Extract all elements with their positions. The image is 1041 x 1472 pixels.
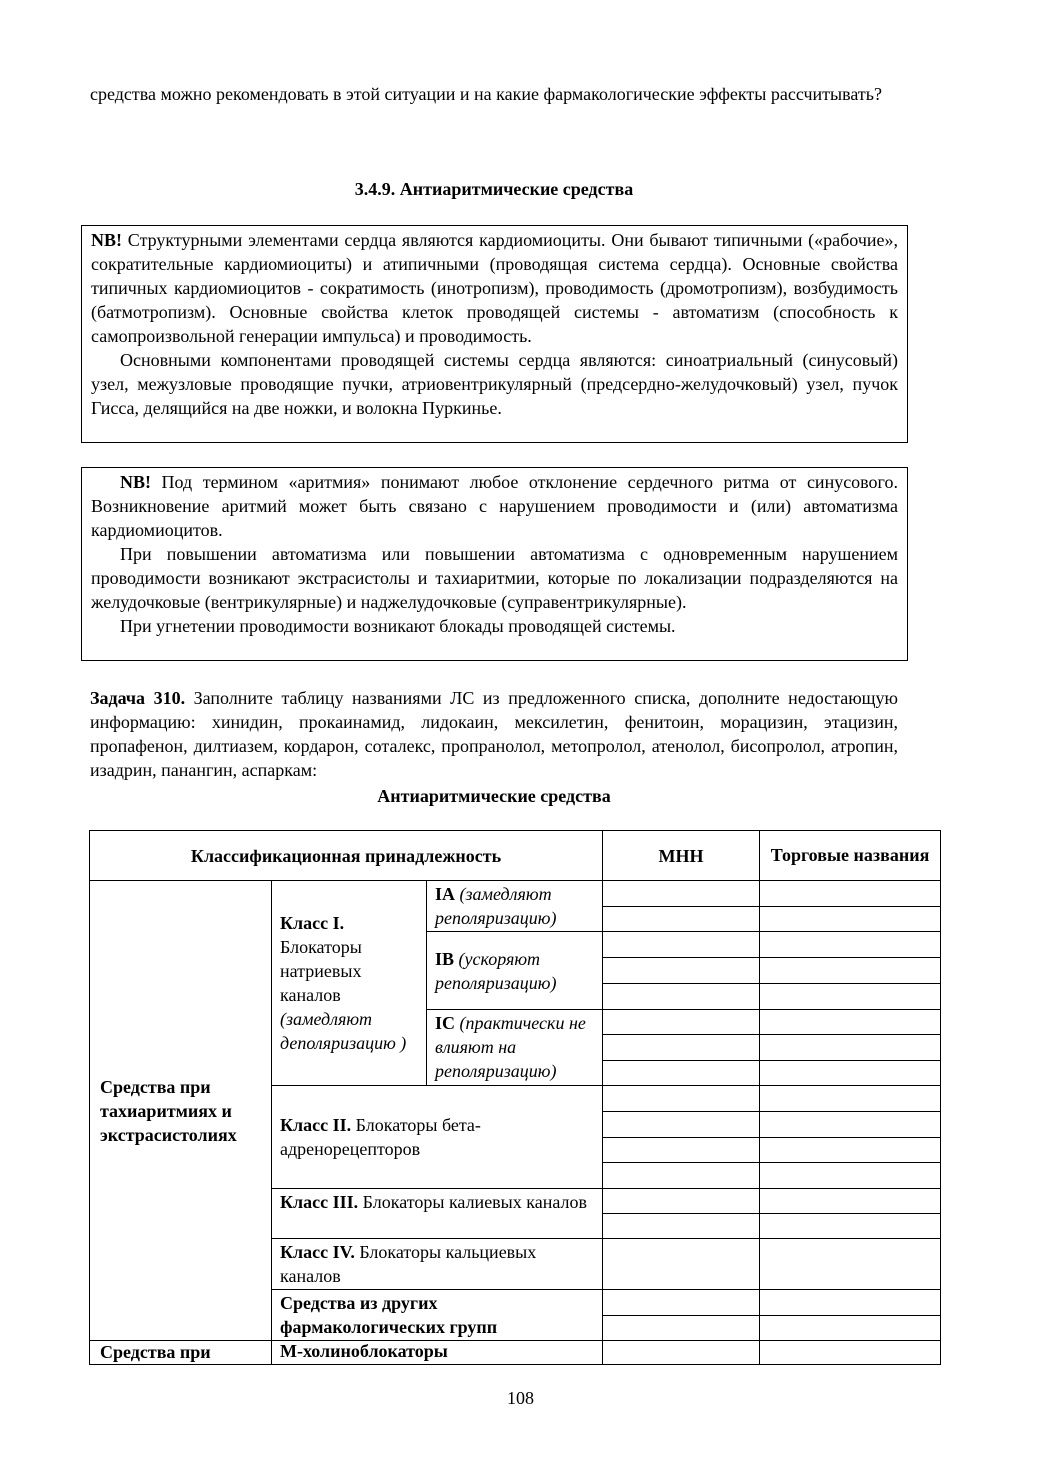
nb1-label: NB! xyxy=(91,230,122,250)
trade-input-cell[interactable] xyxy=(760,906,941,932)
inn-input-cell[interactable] xyxy=(603,932,760,958)
other-groups-cell: Средства из других фармакологических групп xyxy=(272,1290,603,1341)
trade-input-cell[interactable] xyxy=(760,1163,941,1189)
section-heading: 3.4.9. Антиаритмические средства xyxy=(354,179,634,199)
nb2-paragraph-2: При повышении автоматизма или повышении автоматизма с одновременным нарушением проводимости возникают экстрасистолы и тахиаритмии, которые по локализации подразделяются на желудочковые (вентрикулярные) и наджелудочковые (суправентрикулярные). xyxy=(91,544,898,612)
nb1-paragraph-1: NB! Структурными элементами сердца являются кардиомиоциты. Они бывают типичными («рабочие», сократительные кардиомиоциты) и атипичными (проводящая система сердца). Основные свойства типичных кардиомиоцитов - сократимость (инотропизм), проводимость (дромотропизм), возбудимость (батмотропизм). Основные свойства клеток проводящей системы - автоматизм (способность к самопроизвольной генерации импульса) и проводимость. xyxy=(91,230,898,346)
m-cholinoblockers-cell: М-холиноблокаторы xyxy=(272,1341,603,1365)
nb-box-arrhythmia xyxy=(81,467,908,661)
nb1-paragraph-2: Основными компонентами проводящей системы сердца являются: синоатриальный (синусовый) узел, межузловые проводящие пучки, атриовентрикулярный (предсердно-желудочковый) узел, пучок Гисса, делящийся на две ножки, и волокна Пуркинье. xyxy=(91,350,898,418)
inn-input-cell[interactable] xyxy=(603,1239,760,1290)
group-bradyarrhythmia: Средства при xyxy=(90,1341,272,1365)
trade-input-cell[interactable] xyxy=(760,1086,941,1112)
header-trade-names: Торговые названия xyxy=(760,831,941,881)
inn-input-cell[interactable] xyxy=(603,1112,760,1138)
inn-input-cell[interactable] xyxy=(603,881,760,907)
inn-input-cell[interactable] xyxy=(603,1010,760,1035)
nb2-paragraph-1: NB! Под термином «аритмия» понимают любое отклонение сердечного ритма от синусового. Возникновение аритмий может быть связано с нарушением проводимости и (или) автоматизма кардиомиоцитов. xyxy=(91,472,898,540)
trade-input-cell[interactable] xyxy=(760,984,941,1010)
trade-input-cell[interactable] xyxy=(760,958,941,984)
table-title: Антиаритмические средства xyxy=(377,786,611,806)
trade-input-cell[interactable] xyxy=(760,1290,941,1316)
nb-box-cardiomyocytes xyxy=(81,225,908,443)
inn-input-cell[interactable] xyxy=(603,1316,760,1341)
table-row xyxy=(90,1341,941,1365)
class-3-cell: Класс III. Блокаторы калиевых каналов xyxy=(272,1189,603,1239)
trade-input-cell[interactable] xyxy=(760,1010,941,1035)
header-classification: Классификационная принадлежность xyxy=(90,831,603,881)
task-label: Задача 310. xyxy=(90,688,186,708)
inn-input-cell[interactable] xyxy=(603,1086,760,1112)
table-row xyxy=(90,881,941,907)
inn-input-cell[interactable] xyxy=(603,1163,760,1189)
trade-input-cell[interactable] xyxy=(760,1061,941,1086)
class-1-cell: Класс I. Блокаторы натриевых каналов (замедляют деполяризацию ) xyxy=(272,881,427,1086)
inn-input-cell[interactable] xyxy=(603,984,760,1010)
inn-input-cell[interactable] xyxy=(603,1061,760,1086)
task-text: Заполните таблицу названиями ЛС из предложенного списка, дополните недостающую информацию: хинидин, прокаинамид, лидокаин, мексилетин, фенитоин, морацизин, этацизин, пропафенон, дилтиазем, кордарон, соталекс, пропранолол, метопролол, атенолол, бисопролол, атропин, изадрин, панангин, аспаркам: xyxy=(90,688,898,780)
subclass-ib-cell: IB (ускоряют реполяризацию) xyxy=(427,932,603,1010)
intro-paragraph: средства можно рекомендовать в этой ситуации и на какие фармакологические эффекты рассчитывать? xyxy=(90,84,882,104)
trade-input-cell[interactable] xyxy=(760,932,941,958)
task-310 xyxy=(90,686,898,782)
inn-input-cell[interactable] xyxy=(603,958,760,984)
group-tachyarrhythmia: Средства при тахиаритмиях и экстрасистолиях xyxy=(90,881,272,1341)
nb2-label: NB! xyxy=(120,472,151,492)
trade-input-cell[interactable] xyxy=(760,1112,941,1138)
trade-input-cell[interactable] xyxy=(760,1189,941,1214)
inn-input-cell[interactable] xyxy=(603,1035,760,1061)
inn-input-cell[interactable] xyxy=(603,1138,760,1163)
trade-input-cell[interactable] xyxy=(760,1239,941,1290)
nb2-paragraph-3: При угнетении проводимости возникают блокады проводящей системы. xyxy=(120,616,676,636)
class-4-cell: Класс IV. Блокаторы кальциевых каналов xyxy=(272,1239,603,1290)
antiarrhythmic-table xyxy=(89,830,941,1365)
trade-input-cell[interactable] xyxy=(760,1035,941,1061)
trade-input-cell[interactable] xyxy=(760,881,941,907)
page-number: 108 xyxy=(507,1388,534,1408)
subclass-ic-cell: IC (практически не влияют на реполяризацию) xyxy=(427,1010,603,1086)
inn-input-cell[interactable] xyxy=(603,1290,760,1316)
header-inn: МНН xyxy=(603,831,760,881)
inn-input-cell[interactable] xyxy=(603,1189,760,1214)
inn-input-cell[interactable] xyxy=(603,1341,760,1365)
inn-input-cell[interactable] xyxy=(603,1214,760,1239)
table-header-row xyxy=(90,831,941,881)
trade-input-cell[interactable] xyxy=(760,1341,941,1365)
subclass-ia-cell: IA (замедляют реполяризацию) xyxy=(427,881,603,932)
trade-input-cell[interactable] xyxy=(760,1138,941,1163)
inn-input-cell[interactable] xyxy=(603,906,760,932)
class-2-cell: Класс II. Блокаторы бета-адренорецепторов xyxy=(272,1086,603,1189)
trade-input-cell[interactable] xyxy=(760,1316,941,1341)
trade-input-cell[interactable] xyxy=(760,1214,941,1239)
